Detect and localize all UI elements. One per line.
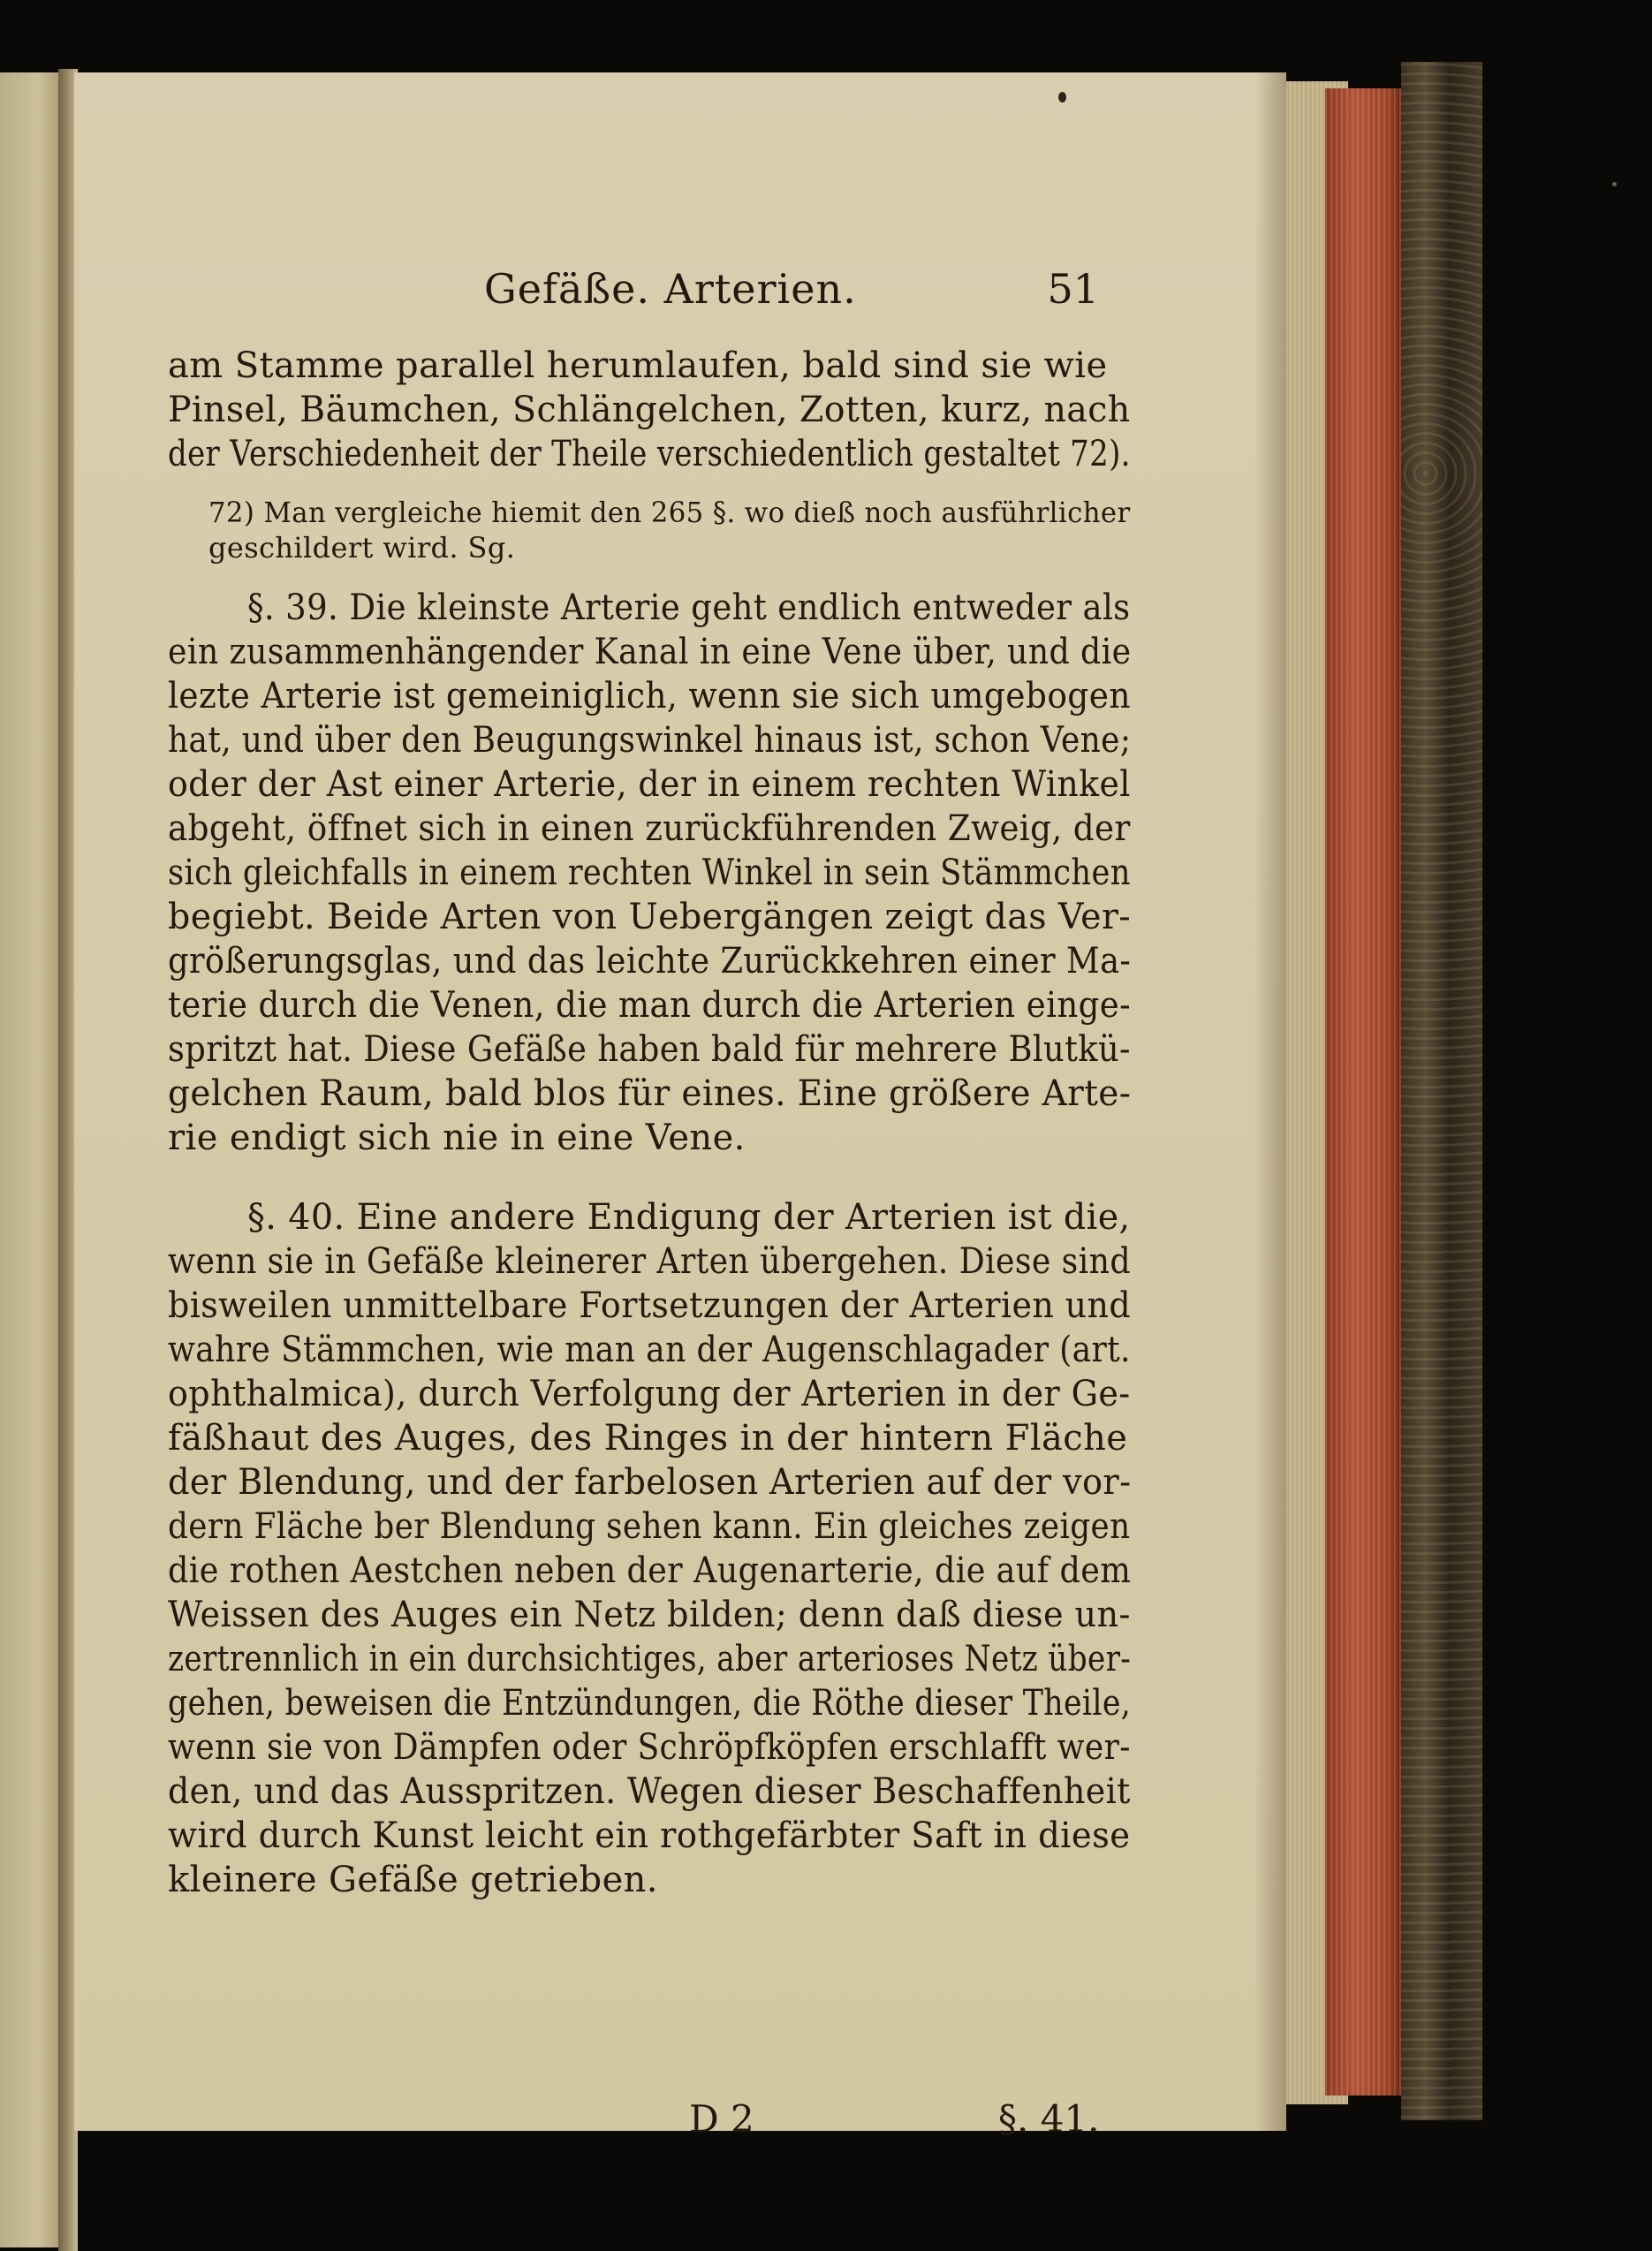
text-line: zertrennlich in ein durchsichtiges, aber arterioses Netz über- <box>168 1639 1132 1679</box>
text-line: wird durch Kunst leicht ein rothgefärbter Saft in diese <box>168 1815 1131 1856</box>
text-line: rie endigt sich nie in eine Vene. <box>168 1118 746 1158</box>
catchword: §. 41. <box>998 2097 1100 2141</box>
footnote-line: geschildert wird. Sg. <box>208 531 516 565</box>
text-line: Pinsel, Bäumchen, Schlängelchen, Zotten, kurz, nach <box>168 390 1131 430</box>
text-line: gehen, beweisen die Entzündungen, die Röthe dieser Theile, <box>168 1683 1132 1724</box>
text-line: wahre Stämmchen, wie man an der Augenschlagader (art. <box>168 1330 1131 1370</box>
text-line: kleinere Gefäße getrieben. <box>168 1860 658 1900</box>
text-line: wenn sie in Gefäße kleinerer Arten übergehen. Diese sind <box>168 1241 1131 1282</box>
text-line: fäßhaut des Auges, des Ringes in der hintern Fläche <box>168 1418 1128 1459</box>
text-line: Weissen des Auges ein Netz bilden; denn daß diese un- <box>168 1595 1131 1635</box>
text-line: wenn sie von Dämpfen oder Schröpfköpfen erschlafft wer- <box>168 1727 1131 1768</box>
text-line: am Stamme parallel herumlaufen, bald sind sie wie <box>168 345 1108 386</box>
dust-speck <box>1058 92 1066 102</box>
red-page-edge <box>1325 88 1401 2096</box>
footnote-line: 72) Man vergleiche hiemit den 265 §. wo dieß noch ausführlicher <box>208 496 1131 529</box>
text-line: begiebt. Beide Arten von Uebergängen zeigt das Ver- <box>168 897 1131 937</box>
text-line: §. 39. Die kleinste Arterie geht endlich entweder als <box>247 587 1131 628</box>
page-header <box>168 265 1131 318</box>
dust-speck <box>1612 182 1617 186</box>
book-cover-board <box>1401 62 1482 2120</box>
page-curve-shadow <box>1254 72 1286 2131</box>
text-line: der Verschiedenheit der Theile verschiedentlich gestaltet 72). <box>168 434 1131 474</box>
text-line: oder der Ast einer Arterie, der in einem rechten Winkel <box>168 764 1131 805</box>
text-line: §. 40. Eine andere Endigung der Arterien ist die, <box>247 1197 1131 1238</box>
text-line: ophthalmica), durch Verfolgung der Arterien in der Ge- <box>168 1374 1131 1414</box>
page-number: 51 <box>1047 265 1099 313</box>
text-line: abgeht, öffnet sich in einen zurückführenden Zweig, der <box>168 808 1131 849</box>
text-line: der Blendung, und der farbelosen Arterien auf der vor- <box>168 1462 1132 1503</box>
running-title: Gefäße. Arterien. <box>484 265 857 313</box>
text-line: größerungsglas, und das leichte Zurückkehren einer Ma- <box>168 941 1132 981</box>
text-line: die rothen Aestchen neben der Augenarterie, die auf dem <box>168 1550 1132 1591</box>
text-line: hat, und über den Beugungswinkel hinaus ist, schon Vene; <box>168 720 1132 761</box>
text-line: gelchen Raum, bald blos für eines. Eine größere Arte- <box>168 1073 1132 1114</box>
signature-mark: D 2 <box>689 2097 754 2141</box>
text-line: dern Fläche ber Blendung sehen kann. Ein gleiches zeigen <box>168 1506 1131 1547</box>
text-line: ein zusammenhängender Kanal in eine Vene über, und die <box>168 632 1132 672</box>
text-line: bisweilen unmittelbare Fortsetzungen der Arterien und <box>168 1285 1132 1326</box>
text-line: terie durch die Venen, die man durch die Arterien einge- <box>168 985 1132 1026</box>
text-line: spritzt hat. Diese Gefäße haben bald für mehrere Blutkü- <box>168 1029 1131 1070</box>
previous-page-edge <box>0 72 64 2247</box>
text-line: lezte Arterie ist gemeiniglich, wenn sie sich umgebogen <box>168 676 1131 716</box>
text-line: sich gleichfalls in einem rechten Winkel in sein Stämmchen <box>168 853 1131 893</box>
text-line: den, und das Ausspritzen. Wegen dieser Beschaffenheit <box>168 1771 1131 1812</box>
